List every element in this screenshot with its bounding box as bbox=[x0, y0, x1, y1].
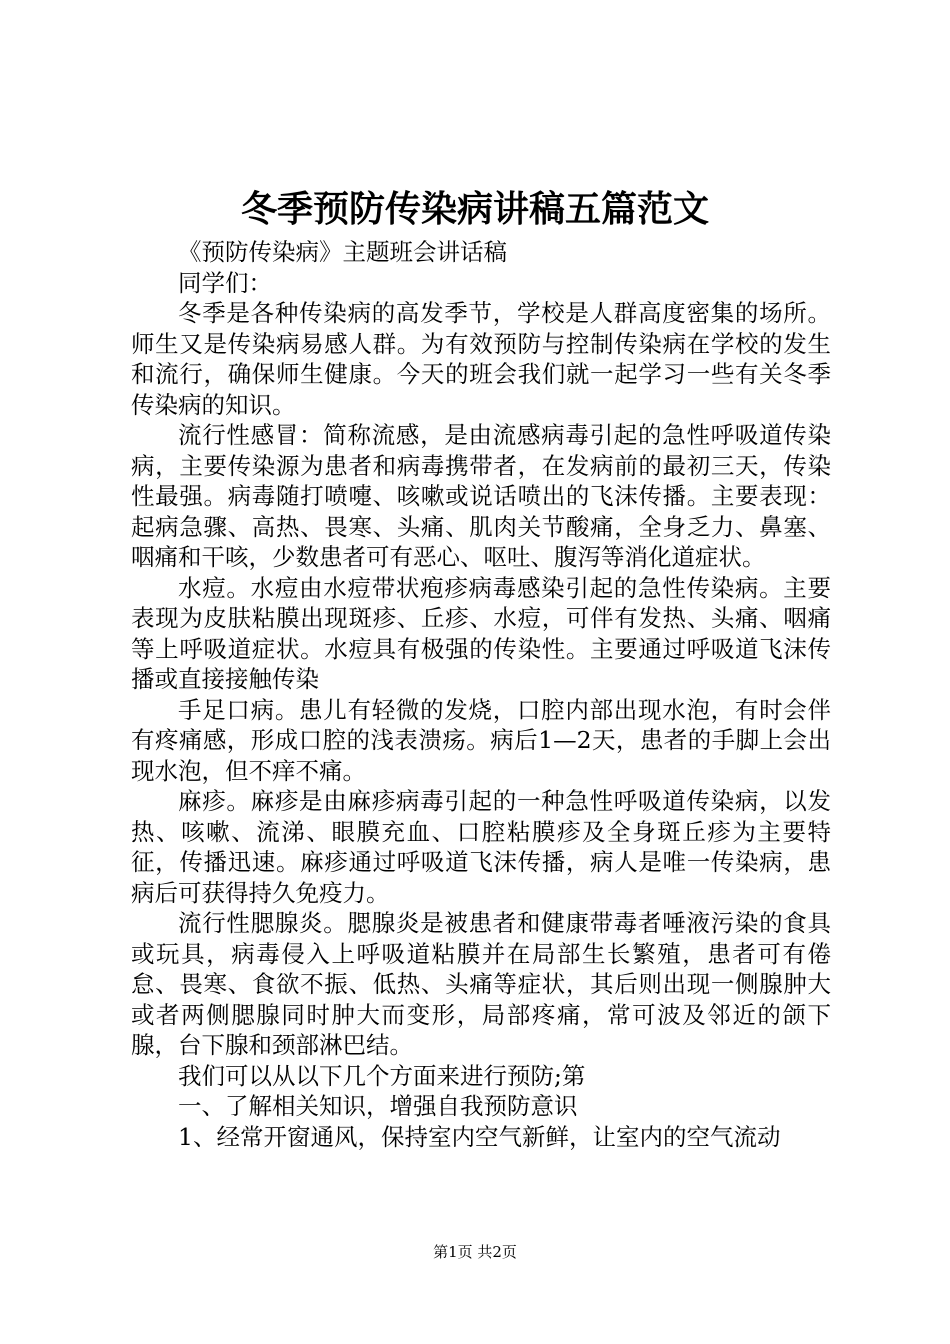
paragraph-measles: 麻疹。麻疹是由麻疹病毒引起的一种急性呼吸道传染病，以发热、咳嗽、流涕、眼膜充血、口腔粘膜疹及全身斑丘疹为主要特征，传播迅速。麻疹通过呼吸道飞沫传播，病人是唯一传染病，患病后可获得持久免疫力。 bbox=[131, 787, 831, 907]
document-body bbox=[131, 237, 831, 1152]
paragraph-hand-foot-mouth: 手足口病。患儿有轻微的发烧，口腔内部出现水泡，有时会伴有疼痛感，形成口腔的浅表溃疡。病后1—2天，患者的手脚上会出现水泡，但不痒不痛。 bbox=[131, 695, 831, 785]
paragraph-chickenpox: 水痘。水痘由水痘带状疱疹病毒感染引起的急性传染病。主要表现为皮肤粘膜出现斑疹、丘疹、水痘，可伴有发热、头痛、咽痛等上呼吸道症状。水痘具有极强的传染性。主要通过呼吸道飞沫传播或直接接触传染 bbox=[131, 573, 831, 693]
paragraph-mumps: 流行性腮腺炎。腮腺炎是被患者和健康带毒者唾液污染的食具或玩具，病毒侵入上呼吸道粘膜并在局部生长繁殖，患者可有倦怠、畏寒、食欲不振、低热、头痛等症状，其后则出现一侧腺肿大或者两侧腮腺同时肿大而变形，局部疼痛，常可波及邻近的颌下腺，台下腺和颈部淋巴结。 bbox=[131, 909, 831, 1059]
paragraph-prevention-intro: 我们可以从以下几个方面来进行预防;第 bbox=[178, 1061, 586, 1090]
paragraph-item-one: 1、经常开窗通风，保持室内空气新鲜，让室内的空气流动 bbox=[178, 1122, 781, 1151]
paragraph-intro: 冬季是各种传染病的高发季节，学校是人群高度密集的场所。师生又是传染病易感人群。为有效预防与控制传染病在学校的发生和流行，确保师生健康。今天的班会我们就一起学习一些有关冬季传染病的知识。 bbox=[131, 299, 831, 419]
paragraph-influenza: 流行性感冒：简称流感，是由流感病毒引起的急性呼吸道传染病，主要传染源为患者和病毒携带者，在发病前的最初三天，传染性最强。病毒随打喷嚏、咳嗽或说话喷出的飞沫传播。主要表现：起病急骤、高热、畏寒、头痛、肌肉关节酸痛，全身乏力、鼻塞、咽痛和干咳，少数患者可有恶心、呕吐、腹泻等消化道症状。 bbox=[131, 421, 831, 571]
paragraph-salutation: 同学们： bbox=[178, 268, 272, 297]
paragraph-subtitle: 《预防传染病》主题班会讲话稿 bbox=[178, 238, 507, 266]
paragraph-section-one: 一、了解相关知识，增强自我预防意识 bbox=[178, 1092, 578, 1120]
page-footer: 第1页 共2页 bbox=[433, 1243, 517, 1261]
document-title: 冬季预防传染病讲稿五篇范文 bbox=[240, 188, 709, 230]
